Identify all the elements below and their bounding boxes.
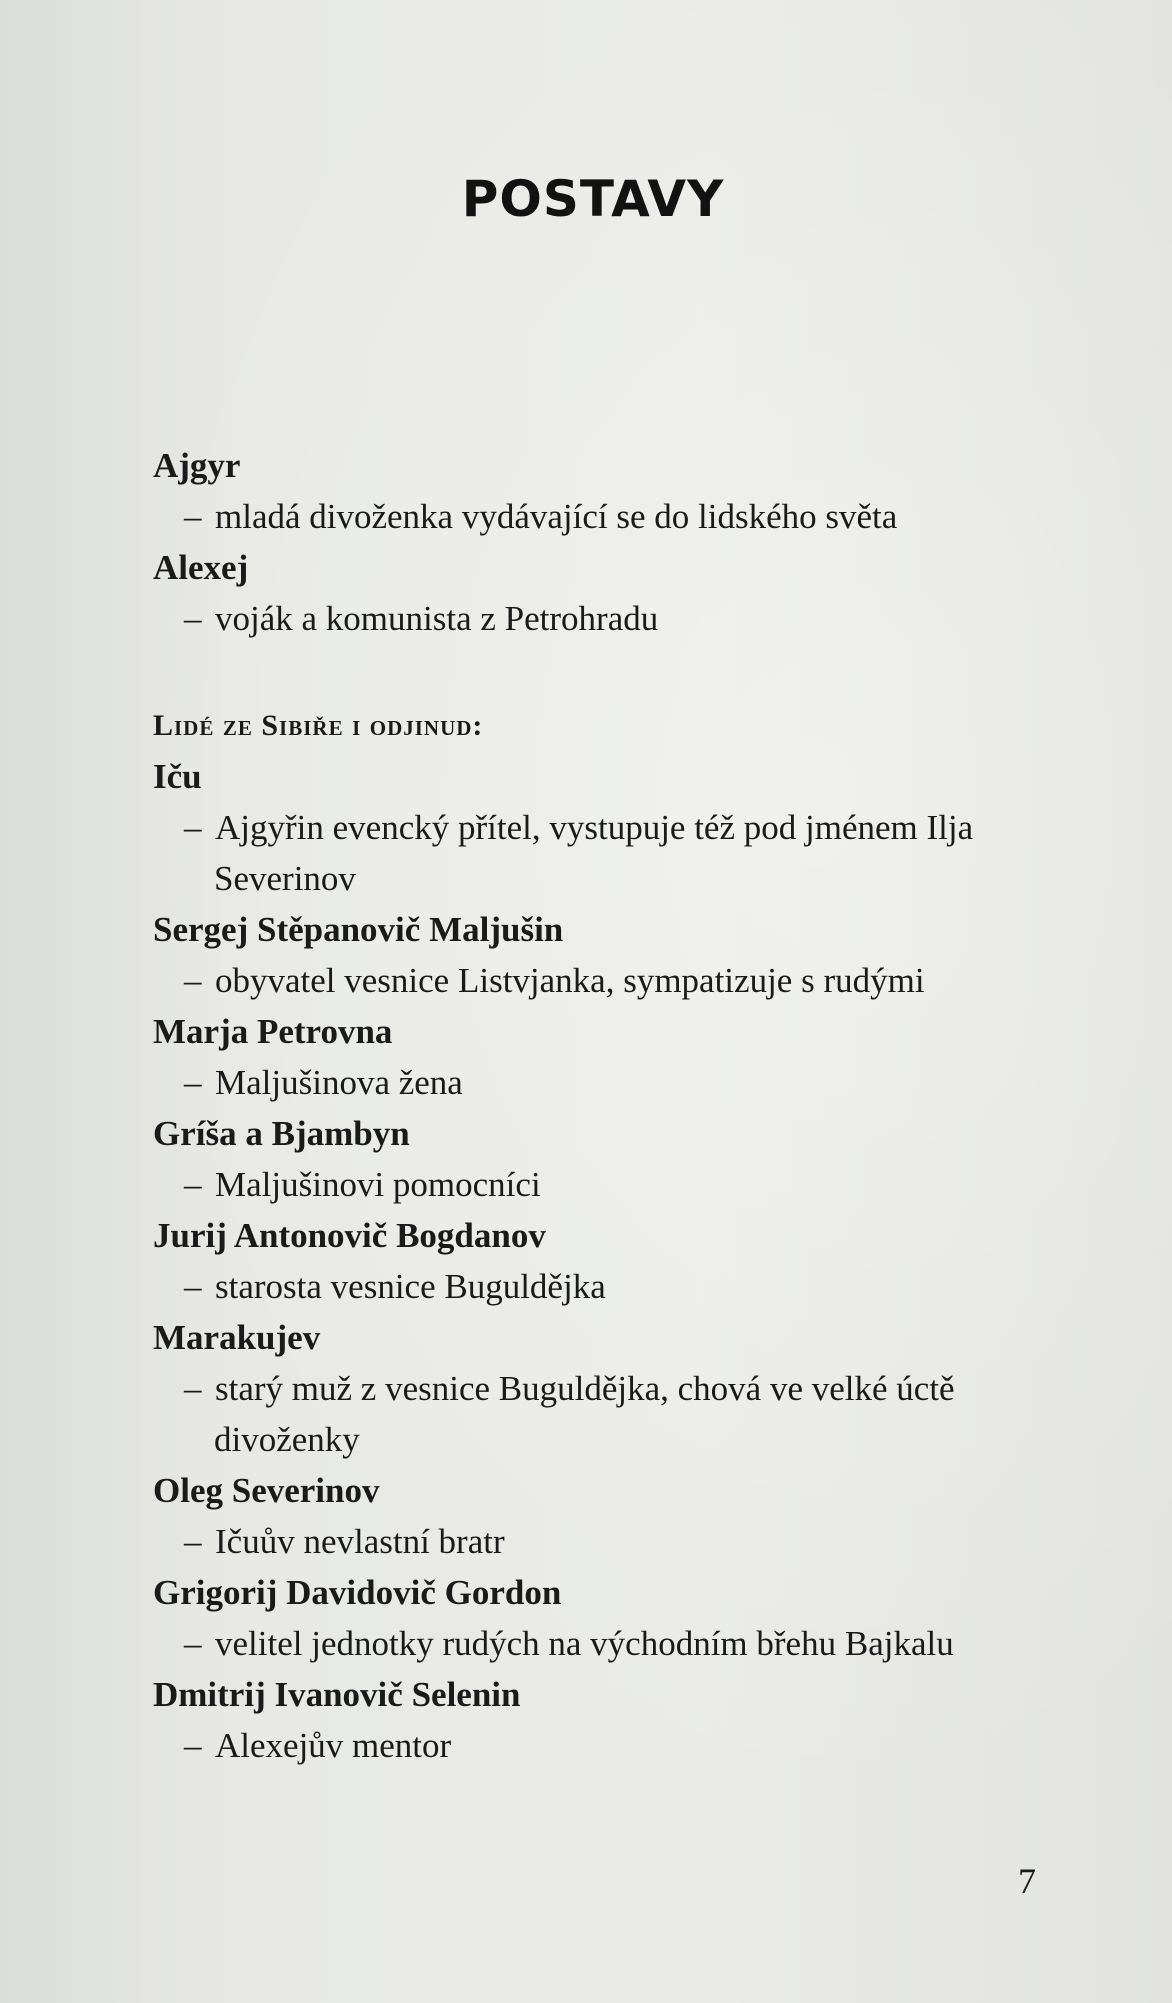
- dash: –: [184, 1522, 202, 1561]
- dash: –: [184, 1063, 202, 1102]
- character-name: Sergej Stěpanovič Maljušin: [153, 910, 564, 949]
- dash: –: [184, 808, 202, 847]
- character-name: Marakujev: [153, 1318, 321, 1357]
- character-description: – obyvatel vesnice Listvjanka, sympatizuje s rudými: [153, 955, 1038, 1006]
- dash: –: [184, 1165, 202, 1204]
- dash: –: [184, 1624, 202, 1663]
- section-heading: Lidé ze Sibiře i odjinud:: [153, 709, 484, 742]
- character-description: – starosta vesnice Buguldějka: [153, 1261, 1038, 1312]
- character-name: Iču: [153, 757, 202, 796]
- character-description: – Maljušinovi pomocníci: [153, 1159, 1038, 1210]
- dash: –: [184, 1267, 202, 1306]
- dash: –: [184, 599, 202, 638]
- character-name: Alexej: [153, 548, 249, 587]
- other-characters-list: [153, 700, 1038, 1771]
- character-name: Gríša a Bjambyn: [153, 1114, 410, 1153]
- page-number: 7: [1018, 1861, 1036, 1901]
- main-characters-list: [153, 440, 1038, 644]
- character-name: Grigorij Davidovič Gordon: [153, 1573, 562, 1612]
- character-description: – starý muž z vesnice Buguldějka, chová ve velké úctě divoženky: [153, 1363, 1038, 1465]
- character-description: – voják a komunista z Petrohradu: [153, 593, 1038, 644]
- character-description: – velitel jednotky rudých na východním břehu Bajkalu: [153, 1618, 1038, 1669]
- dash: –: [184, 1369, 202, 1408]
- dash: –: [184, 961, 202, 1000]
- character-name: Marja Petrovna: [153, 1012, 393, 1051]
- character-description: – mladá divoženka vydávající se do lidského světa: [153, 491, 1038, 542]
- page-title: POSTAVY: [461, 170, 725, 228]
- character-name: Oleg Severinov: [153, 1471, 380, 1510]
- character-name: Jurij Antonovič Bogdanov: [153, 1216, 546, 1255]
- character-name: Ajgyr: [153, 446, 241, 485]
- character-description: – Ičuův nevlastní bratr: [153, 1516, 1038, 1567]
- character-description: – Ajgyřin evencký přítel, vystupuje též pod jménem Ilja Severinov: [153, 802, 1038, 904]
- character-description: – Maljušinova žena: [153, 1057, 1038, 1108]
- character-description: – Alexejův mentor: [153, 1720, 1038, 1771]
- character-name: Dmitrij Ivanovič Selenin: [153, 1675, 521, 1714]
- dash: –: [184, 1726, 202, 1765]
- dash: –: [184, 497, 202, 536]
